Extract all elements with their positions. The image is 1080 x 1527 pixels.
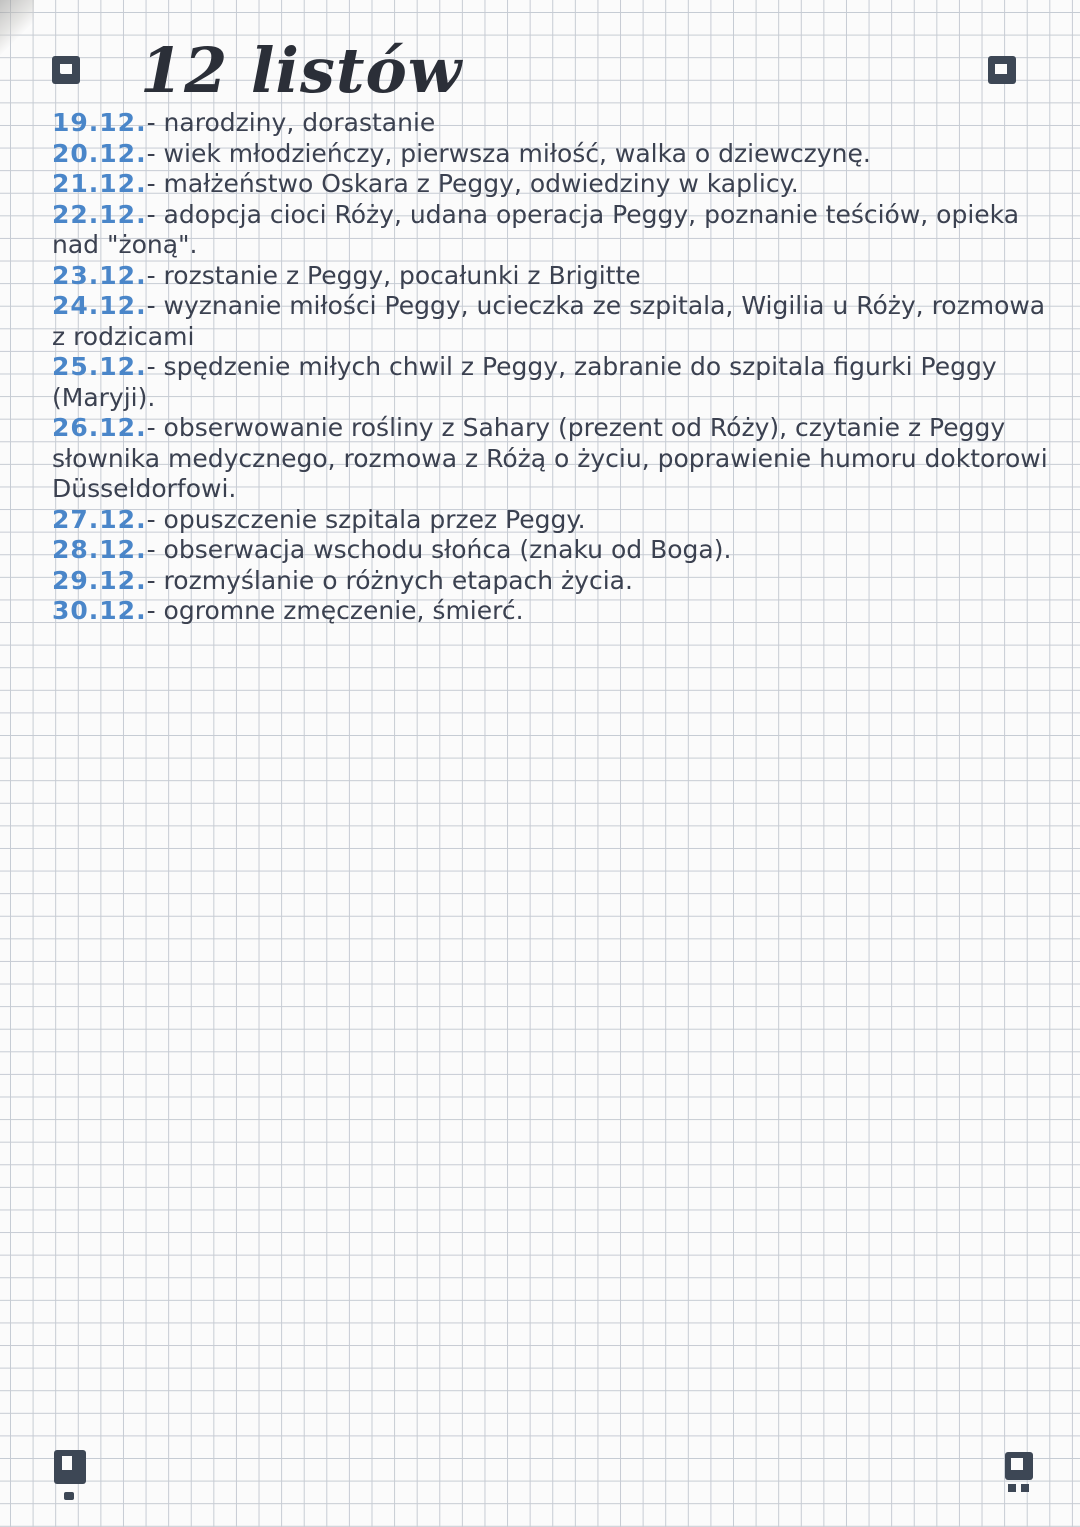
entry-text: adopcja cioci Róży, udana operacja Peggy, poznanie teściów, opieka nad "żoną". xyxy=(52,199,1020,259)
entry-text: wyznanie miłości Peggy, ucieczka ze szpitala, Wigilia u Róży, rozmowa z rodzicami xyxy=(52,291,1046,351)
entry-text: wiek młodzieńczy, pierwsza miłość, walka o dziewczynę. xyxy=(163,138,871,168)
entry-date: 25.12. xyxy=(52,352,147,381)
timeline-entry xyxy=(52,261,1052,292)
scan-corner-marker-icon xyxy=(988,56,1016,84)
timeline-entry xyxy=(52,291,1052,352)
entry-date: 30.12. xyxy=(52,596,147,625)
entry-text: obserwowanie rośliny z Sahary (prezent od Róży), czytanie z Peggy słownika medycznego, rozmowa z Różą o życiu, poprawienie humoru doktorowi Düsseldorfowi. xyxy=(52,413,1048,503)
timeline-entry xyxy=(52,352,1052,413)
entry-date: 22.12. xyxy=(52,199,147,229)
entry-text: rozstanie z Peggy, pocałunki z Brigitte xyxy=(163,260,641,290)
entry-separator: - xyxy=(146,199,164,229)
entry-separator: - xyxy=(146,596,164,625)
entry-text: narodziny, dorastanie xyxy=(163,108,436,137)
scan-corner-marker-icon xyxy=(54,1450,86,1484)
entry-separator: - xyxy=(146,535,164,564)
entry-text: ogromne zmęczenie, śmierć. xyxy=(163,596,524,625)
entry-separator: - xyxy=(146,413,164,442)
entry-separator: - xyxy=(146,291,164,320)
entry-date: 26.12. xyxy=(52,413,147,442)
entry-separator: - xyxy=(146,169,164,198)
entry-text: obserwacja wschodu słońca (znaku od Boga). xyxy=(163,535,732,564)
entry-date: 21.12. xyxy=(52,169,147,198)
entry-date: 29.12. xyxy=(52,565,147,595)
entry-separator: - xyxy=(146,352,164,381)
entry-text: opuszczenie szpitala przez Peggy. xyxy=(163,504,586,534)
timeline-entry xyxy=(52,566,1052,597)
entry-separator: - xyxy=(146,138,164,168)
timeline-entry xyxy=(52,413,1052,505)
timeline-list xyxy=(52,108,1052,627)
entry-text: spędzenie miłych chwil z Peggy, zabranie do szpitala figurki Peggy (Maryji). xyxy=(52,352,997,412)
entry-separator: - xyxy=(146,565,164,595)
page-title: 12 listów xyxy=(140,34,463,107)
entry-text: małżeństwo Oskara z Peggy, odwiedziny w kaplicy. xyxy=(163,169,799,198)
entry-date: 28.12. xyxy=(52,535,147,564)
entry-date: 23.12. xyxy=(52,260,147,290)
timeline-entry xyxy=(52,139,1052,170)
entry-date: 27.12. xyxy=(52,504,147,534)
timeline-entry xyxy=(52,200,1052,261)
entry-text: rozmyślanie o różnych etapach życia. xyxy=(163,565,633,595)
entry-date: 20.12. xyxy=(52,138,147,168)
timeline-entry xyxy=(52,535,1052,566)
scan-marker-dots-icon xyxy=(1008,1484,1030,1492)
entry-separator: - xyxy=(146,504,164,534)
timeline-entry xyxy=(52,505,1052,536)
timeline-entry xyxy=(52,108,1052,139)
entry-separator: - xyxy=(146,260,164,290)
entry-date: 24.12. xyxy=(52,291,147,320)
timeline-entry xyxy=(52,596,1052,627)
scan-marker-dots-icon xyxy=(64,1492,74,1500)
timeline-entry xyxy=(52,169,1052,200)
scan-corner-marker-icon xyxy=(52,56,80,84)
entry-separator: - xyxy=(146,108,164,137)
entry-date: 19.12. xyxy=(52,108,147,137)
scan-corner-marker-icon xyxy=(1005,1452,1033,1480)
